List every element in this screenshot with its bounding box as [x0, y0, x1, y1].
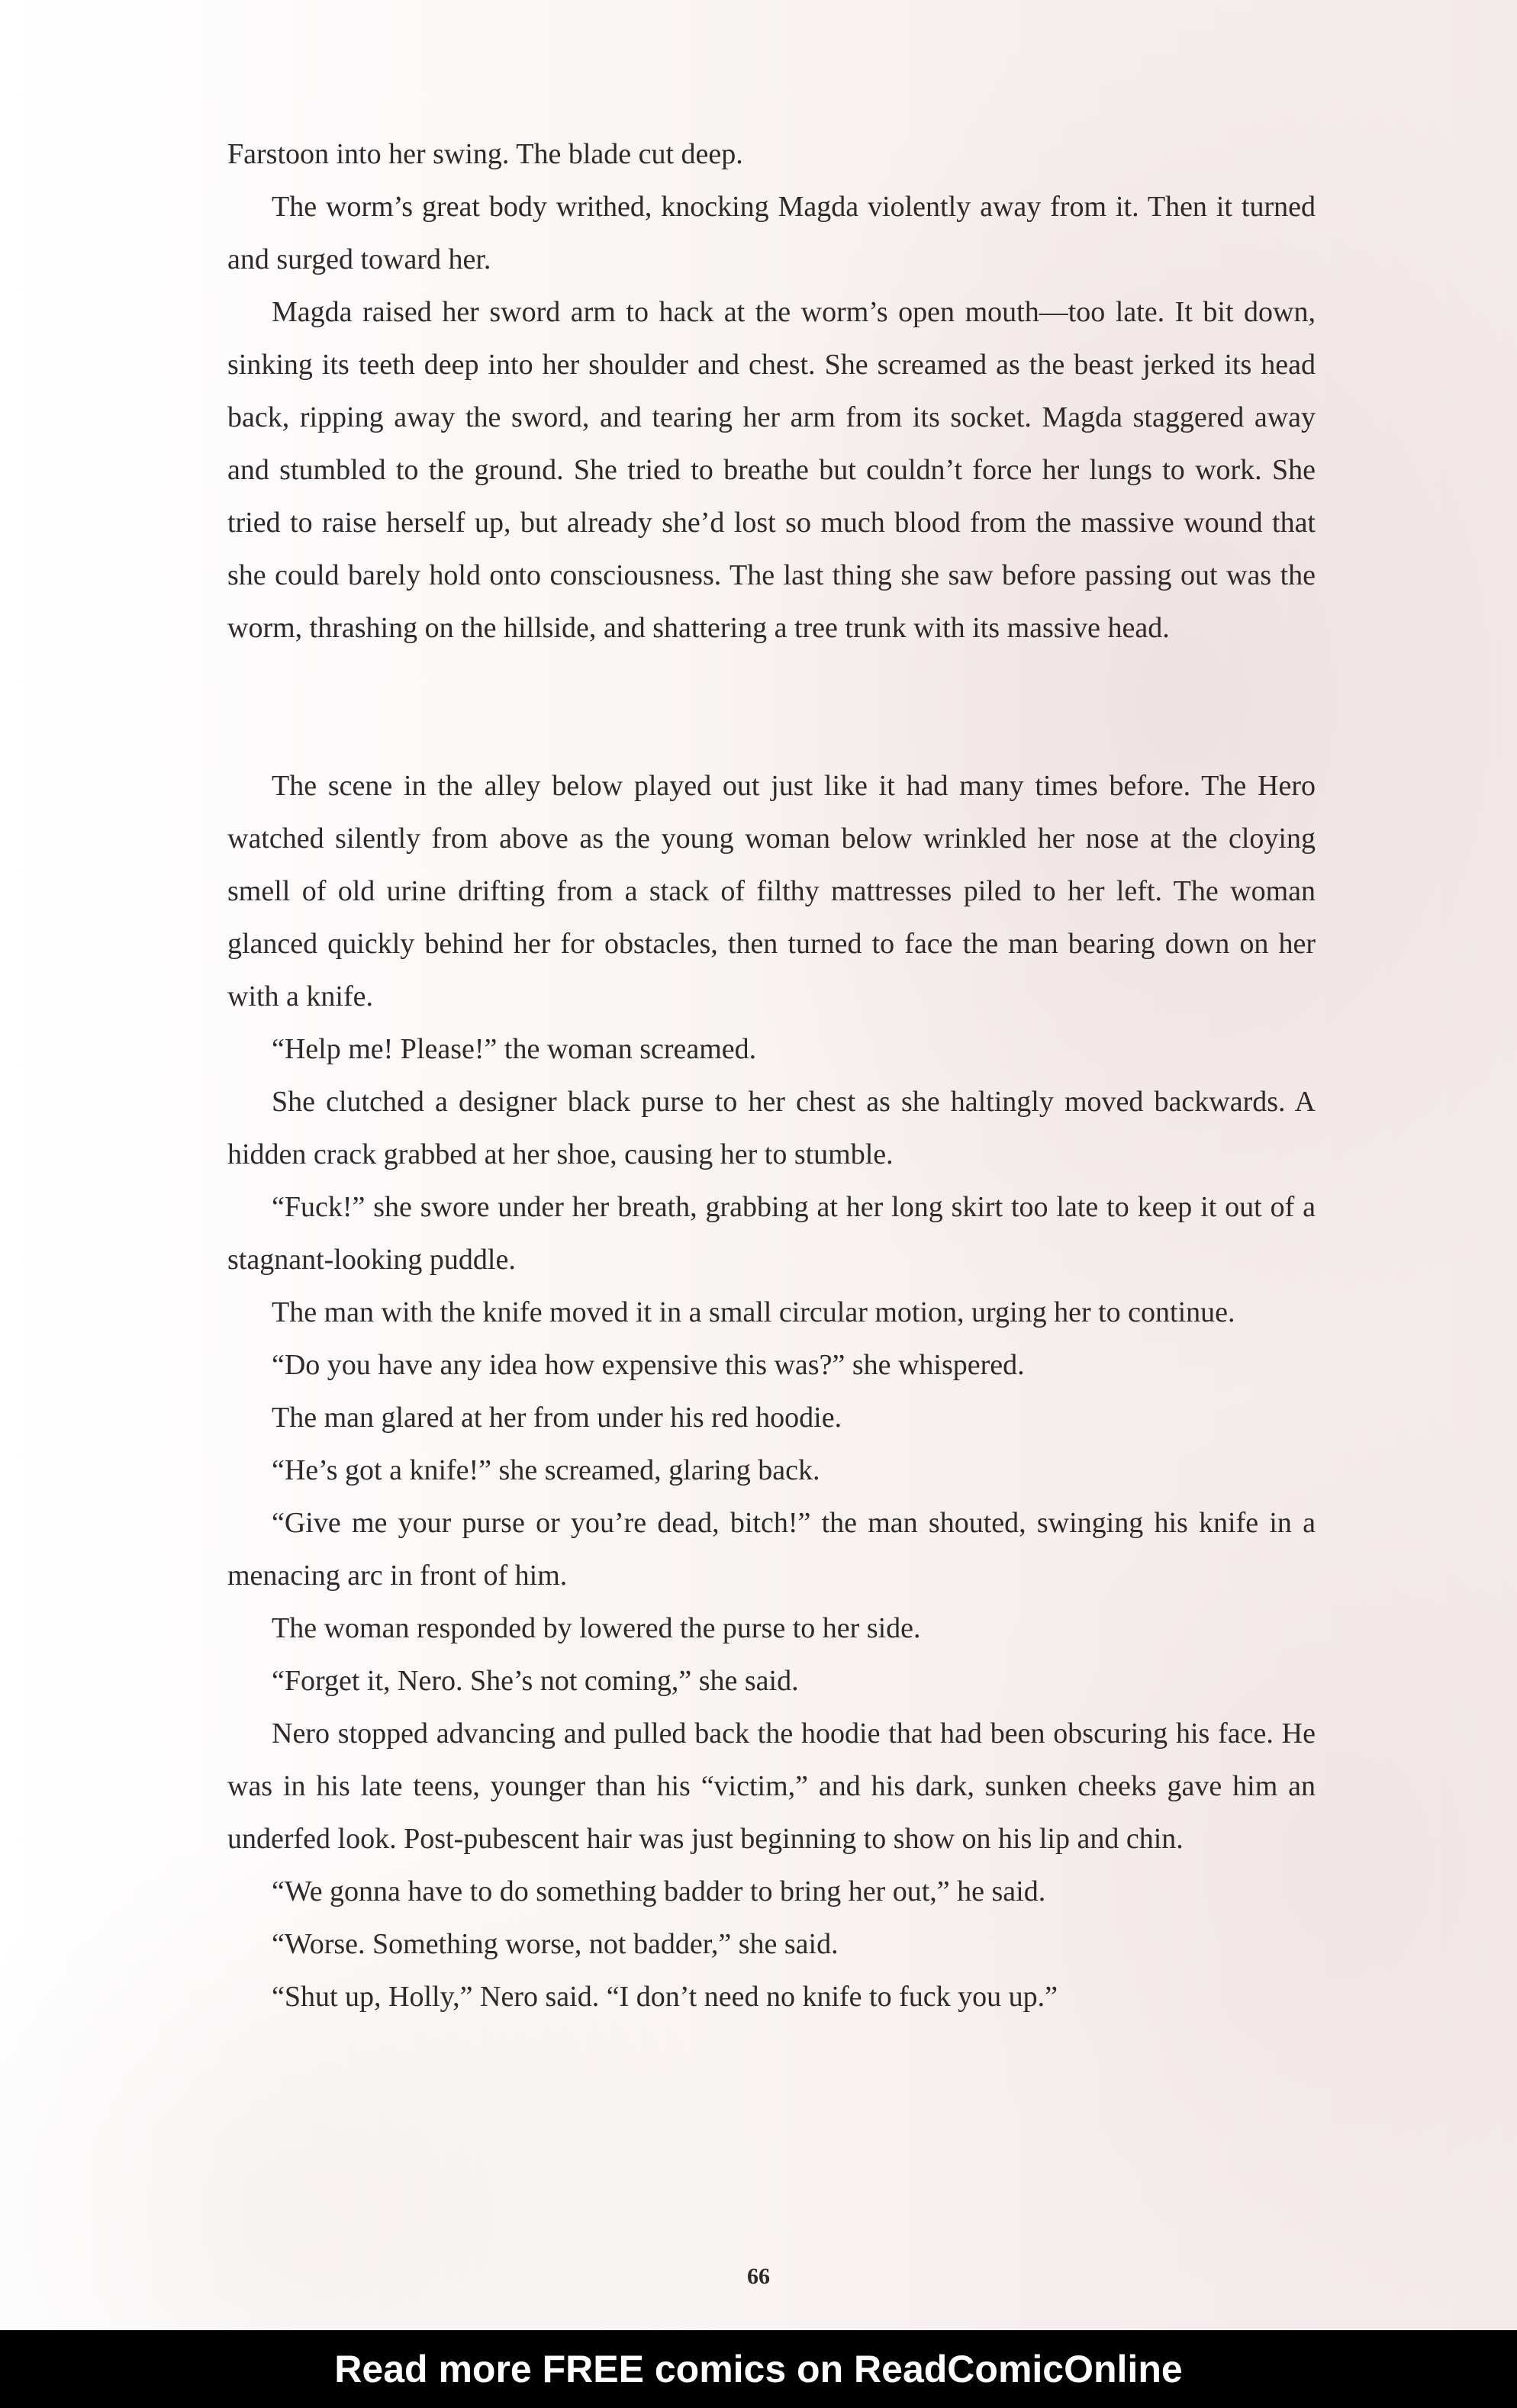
- paragraph: Nero stopped advancing and pulled back the hoodie that had been obscuring his face. He was in his late teens, younger than his “victim,” and his dark, sunken cheeks gave him an underfed look. Post-pubescent hair was just beginning to show on his lip and chin.: [227, 1717, 1316, 1855]
- paragraph: “Fuck!” she swore under her breath, grabbing at her long skirt too late to keep it out of a stagnant-looking puddle.: [227, 1191, 1316, 1276]
- paragraph: The man glared at her from under his red hoodie.: [272, 1402, 842, 1434]
- paragraph: Farstoon into her swing. The blade cut deep.: [227, 138, 743, 170]
- paragraph: “Help me! Please!” the woman screamed.: [272, 1033, 757, 1065]
- paragraph: “Shut up, Holly,” Nero said. “I don’t need no knife to fuck you up.”: [272, 1981, 1058, 2013]
- paragraph: She clutched a designer black purse to her chest as she haltingly moved backwards. A hidden crack grabbed at her shoe, causing her to stumble.: [227, 1086, 1316, 1170]
- paragraph: The woman responded by lowered the purse to her side.: [272, 1612, 921, 1644]
- promo-banner[interactable]: Read more FREE comics on ReadComicOnline: [0, 2330, 1517, 2408]
- paragraph: The worm’s great body writhed, knocking Magda violently away from it. Then it turned and surged toward her.: [227, 191, 1316, 275]
- paragraph: “Do you have any idea how expensive this was?” she whispered.: [272, 1349, 1025, 1381]
- paragraph: “Worse. Something worse, not badder,” she said.: [272, 1928, 839, 1960]
- paragraph: Magda raised her sword arm to hack at the worm’s open mouth—too late. It bit down, sinking its teeth deep into her shoulder and chest. She screamed as the beast jerked its head back, ripping away the sword, and tearing her arm from its socket. Magda staggered away and stumbled to the ground. She tried to breathe but couldn’t force her lungs to work. She tried to raise herself up, but already she’d lost so much blood from the massive wound that she could barely hold onto consciousness. The last thing she saw before passing out was the worm, thrashing on the hillside, and shattering a tree trunk with its massive head.: [227, 296, 1316, 644]
- paragraph: “Give me your purse or you’re dead, bitch!” the man shouted, swinging his knife in a menacing arc in front of him.: [227, 1507, 1316, 1592]
- body-text: [227, 128, 1316, 2023]
- scene-break: [227, 655, 1316, 760]
- paragraph: “We gonna have to do something badder to bring her out,” he said.: [272, 1875, 1046, 1907]
- paragraph: The man with the knife moved it in a small circular motion, urging her to continue.: [272, 1296, 1235, 1328]
- paragraph: “He’s got a knife!” she screamed, glaring back.: [272, 1454, 820, 1486]
- paragraph: The scene in the alley below played out just like it had many times before. The Hero watched silently from above as the young woman below wrinkled her nose at the cloying smell of old urine drifting from a stack of filthy mattresses piled to her left. The woman glanced quickly behind her for obstacles, then turned to face the man bearing down on her with a knife.: [227, 770, 1316, 1012]
- page-number: 66: [747, 2264, 770, 2289]
- paragraph: “Forget it, Nero. She’s not coming,” she said.: [272, 1665, 799, 1697]
